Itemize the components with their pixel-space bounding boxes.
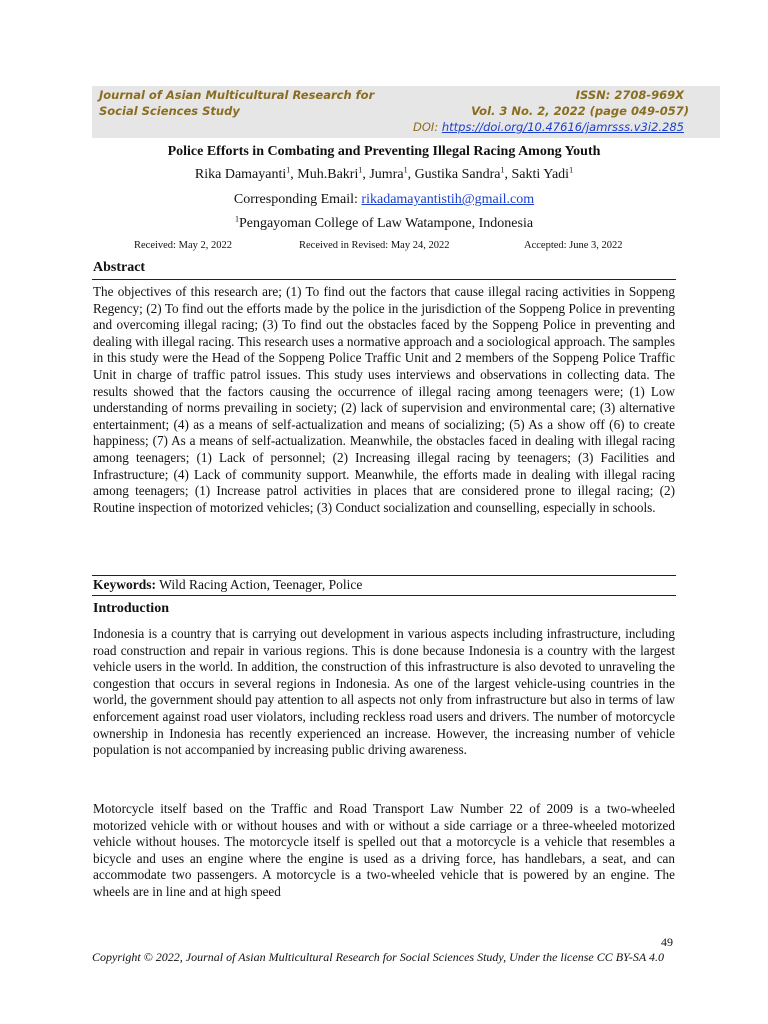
author: Jumra (369, 167, 404, 182)
abstract-heading: Abstract (93, 260, 146, 275)
author: Rika Damayanti (194, 167, 287, 182)
keywords-label: Keywords: (93, 577, 156, 592)
author-affiliation-mark: 1 (403, 165, 408, 175)
journal-name-line2: Social Sciences Study (99, 104, 240, 118)
corresponding-email-link[interactable]: rikadamayantistih@gmail.com (361, 192, 535, 207)
paper-title: Police Efforts in Combating and Preventing Illegal Racing Among Youth (167, 144, 601, 159)
author-affiliation-mark: 1 (358, 165, 363, 175)
doi-line (413, 120, 684, 135)
author: Gustika Sandra (414, 167, 501, 182)
received-date: Received: May 2, 2022 (134, 240, 232, 251)
accepted-date: Accepted: June 3, 2022 (524, 240, 623, 251)
introduction-paragraph-1: Indonesia is a country that is carrying out development in various aspects including infrastructure, including road construction and repair in various regions. This is done because Indonesia is a country with the largest vehicle users in the world. In addition, the construction of this infrastructure is also devoted to unraveling the congestion that occurs in several regions in Indonesia. As one of the largest vehicle-using countries in the world, the government should pay attention to all aspects not only from infrastructure but also in terms of law enforcement against road user violators, including reckless road users and drivers. The number of motorcycle ownership in Indonesia has recently experienced an increase. However, the increasing number of vehicle population is not accompanied by increasing public driving awareness. (93, 626, 675, 758)
abstract-text: The objectives of this research are; (1) To find out the factors that cause illegal racing activities in Soppeng Regency; (2) To find out the efforts made by the police in the jurisdiction of the Soppeng Police in preventing and overcoming illegal racing; (3) To find out the obstacles faced by the Soppeng Police in preventing and dealing with illegal racing. This research uses a normative approach and a sociological approach. The samples in this study were the Head of the Soppeng Police Traffic Unit and 2 members of the Soppeng Police Traffic Unit in charge of traffic patrol issues. This study uses interviews and observations in collecting data. The results showed that the factors causing the occurrence of illegal racing among teenagers were; (1) Low understanding of norms prevailing in society; (2) lack of supervision and environmental care; (3) alternative entertainment; (4) as a means of self-actualization and means of socializing; (5) As a show off (6) to create happiness; (7) As a means of self-actualization. Meanwhile, the obstacles faced in dealing with illegal racing among teenagers; (1) Lack of personnel; (2) Increasing illegal racing by teenagers; (3) Facilities and Infrastructure; (4) Lack of community support. Meanwhile, the efforts made in dealing with illegal racing among teenagers; (1) Increase patrol activities in places that are considered prone to illegal racing; (2) Routine inspection of motorized vehicles; (3) Conduct socialization and counselling, especially in schools. (93, 284, 675, 515)
affiliation-mark: 1 (234, 214, 239, 224)
issn: ISSN: 2708-969X (575, 88, 684, 102)
abstract-top-rule (92, 279, 676, 280)
keywords-bottom-rule (92, 595, 676, 596)
corresponding-email-label: Corresponding Email: (233, 192, 358, 207)
introduction-heading: Introduction (93, 601, 169, 616)
keywords-top-rule (92, 575, 676, 576)
doi-label: DOI: (413, 120, 439, 134)
keywords-value: Wild Racing Action, Teenager, Police (159, 577, 363, 592)
copyright-footer: Copyright © 2022, Journal of Asian Multicultural Research for Social Sciences Study, Under the license CC BY-SA 4.0 (92, 950, 664, 964)
author-list: Rika Damayanti$^1$, Muh.Bakri$^1$, Jumra$^1$, Gustika Sandra$^1$, Sakti Yadi$^1$ (194, 165, 574, 182)
author: Muh.Bakri (297, 167, 359, 182)
doi-link[interactable]: https://doi.org/10.47616/jamrsss.v3i2.285 (441, 120, 684, 134)
author-affiliation-mark: 1 (500, 165, 505, 175)
author-affiliation-mark: 1 (569, 165, 574, 175)
corresponding-email-line (92, 192, 676, 208)
volume-info: Vol. 3 No. 2, 2022 (page 049-057) (471, 104, 689, 118)
author-affiliation-mark: 1 (286, 165, 291, 175)
author: Sakti Yadi (511, 167, 570, 182)
page-number: 49 (661, 935, 673, 949)
affiliation-line (92, 216, 676, 232)
revised-date: Received in Revised: May 24, 2022 (299, 240, 450, 251)
journal-name-line1: Journal of Asian Multicultural Research for (99, 88, 375, 102)
affiliation: Pengayoman College of Law Watampone, Indonesia (238, 216, 534, 231)
introduction-paragraph-2: Motorcycle itself based on the Traffic and Road Transport Law Number 22 of 2009 is a two-wheeled motorized vehicle with or without houses and with or without a side carriage or a three-wheeled motorized vehicle without houses. The motorcycle itself is spelled out that a motorcycle is a vehicle that resembles a bicycle and uses an engine where the engine is used as a driving force, has handlebars, a seat, and can accommodate two passengers. A motorcycle is a two-wheeled vehicle that is powered by an engine. The wheels are in line and at high speed (93, 801, 675, 899)
keywords-line (93, 577, 362, 593)
